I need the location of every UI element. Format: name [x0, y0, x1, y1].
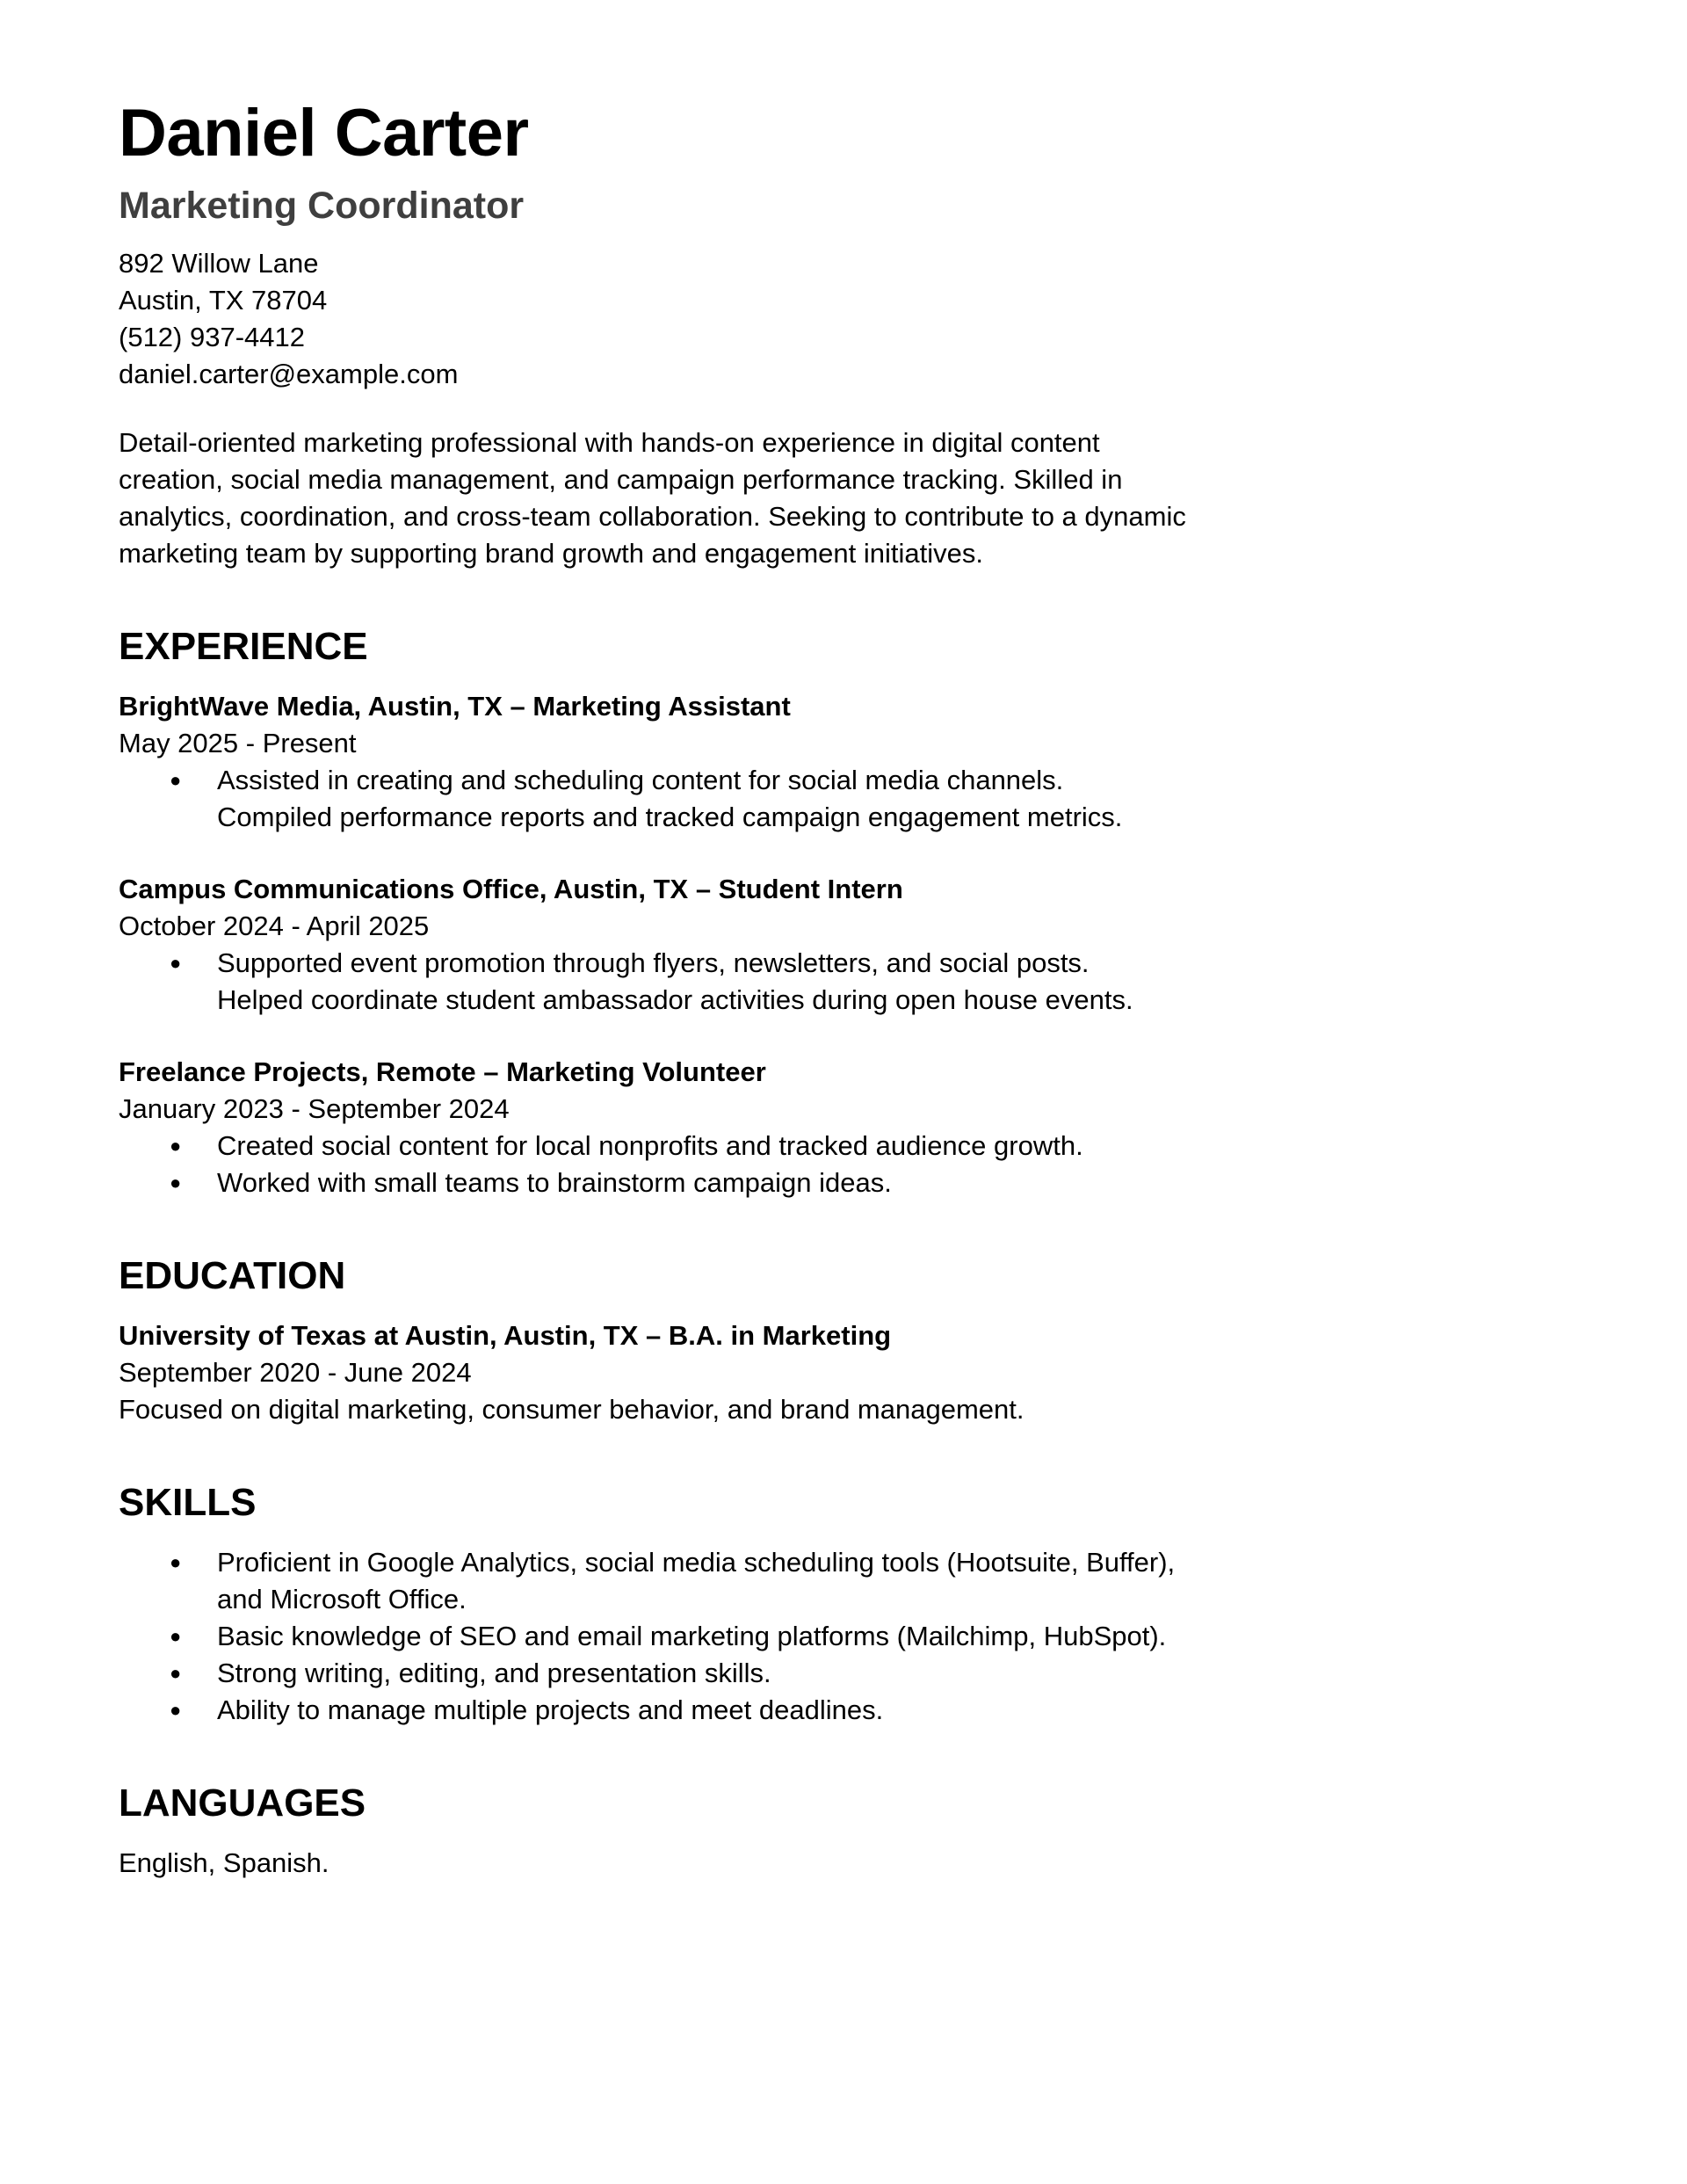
experience-entry — [119, 871, 1208, 1019]
bullet-text: Strong writing, editing, and presentation skills. — [217, 1658, 771, 1688]
experience-title: Freelance Projects, Remote – Marketing Volunteer — [119, 1056, 766, 1087]
experience-title: Campus Communications Office, Austin, TX – Student Intern — [119, 874, 903, 904]
bullet-text: Created social content for local nonprofits and tracked audience growth. — [217, 1130, 1083, 1161]
bullet-item — [119, 1128, 1208, 1165]
candidate-name: Daniel Carter — [119, 96, 529, 171]
bullet-continuation: Compiled performance reports and tracked campaign engagement metrics. — [217, 802, 1123, 832]
contact-city: Austin, TX 78704 — [119, 285, 328, 316]
bullet-continuation: and Microsoft Office. — [217, 1584, 467, 1614]
bullet-icon: ● — [170, 1699, 182, 1721]
bullet-icon: ● — [170, 769, 182, 791]
languages-heading: LANGUAGES — [119, 1781, 366, 1825]
experience-dates: May 2025 - Present — [119, 728, 357, 758]
bullet-item — [119, 762, 1208, 799]
experience-entry — [119, 1054, 1208, 1201]
contact-street: 892 Willow Lane — [119, 248, 319, 279]
summary-paragraph: Detail-oriented marketing professional with hands-on experience in digital content creation, social media management, and campaign performance tracking. Skilled in analytics, coordination, and cross-team collaboration. Seeking to contribute to a dynamic marketing team by supporting brand growth and engagement initiatives. — [119, 427, 1186, 569]
bullet-icon: ● — [170, 952, 182, 974]
education-entry — [119, 1317, 1208, 1428]
experience-heading: EXPERIENCE — [119, 625, 368, 668]
bullet-icon: ● — [170, 1662, 182, 1684]
candidate-role: Marketing Coordinator — [119, 185, 525, 227]
contact-phone: (512) 937-4412 — [119, 322, 305, 352]
bullet-text: Basic knowledge of SEO and email marketing platforms (Mailchimp, HubSpot). — [217, 1621, 1167, 1651]
experience-dates: October 2024 - April 2025 — [119, 911, 430, 941]
languages-text: English, Spanish. — [119, 1847, 329, 1878]
bullet-icon: ● — [170, 1551, 182, 1573]
bullet-continuation: Helped coordinate student ambassador activities during open house events. — [217, 984, 1133, 1015]
bullet-item — [119, 1655, 1208, 1692]
bullet-icon: ● — [170, 1172, 182, 1194]
contact-block — [119, 245, 1208, 393]
skills-heading: SKILLS — [119, 1481, 257, 1524]
bullet-item — [119, 945, 1208, 982]
experience-dates: January 2023 - September 2024 — [119, 1093, 510, 1124]
bullet-text: Worked with small teams to brainstorm campaign ideas. — [217, 1167, 892, 1198]
bullet-icon: ● — [170, 1625, 182, 1647]
education-heading: EDUCATION — [119, 1254, 346, 1297]
skills-list — [119, 1544, 1208, 1729]
education-description: Focused on digital marketing, consumer behavior, and brand management. — [119, 1394, 1025, 1425]
bullet-text: Assisted in creating and scheduling content for social media channels. — [217, 765, 1064, 795]
contact-email: daniel.carter@example.com — [119, 359, 459, 389]
education-title: University of Texas at Austin, Austin, TX – B.A. in Marketing — [119, 1320, 892, 1351]
experience-title: BrightWave Media, Austin, TX – Marketing Assistant — [119, 691, 791, 722]
experience-entry — [119, 688, 1208, 836]
education-dates: September 2020 - June 2024 — [119, 1357, 472, 1388]
bullet-item — [119, 1618, 1208, 1655]
bullet-item — [119, 1544, 1208, 1581]
bullet-text: Ability to manage multiple projects and meet deadlines. — [217, 1694, 884, 1725]
bullet-icon: ● — [170, 1135, 182, 1157]
bullet-item — [119, 1165, 1208, 1201]
bullet-text: Supported event promotion through flyers, newsletters, and social posts. — [217, 947, 1090, 978]
bullet-text: Proficient in Google Analytics, social media scheduling tools (Hootsuite, Buffer), — [217, 1547, 1176, 1578]
resume-page — [119, 92, 1208, 1882]
bullet-item — [119, 1692, 1208, 1729]
